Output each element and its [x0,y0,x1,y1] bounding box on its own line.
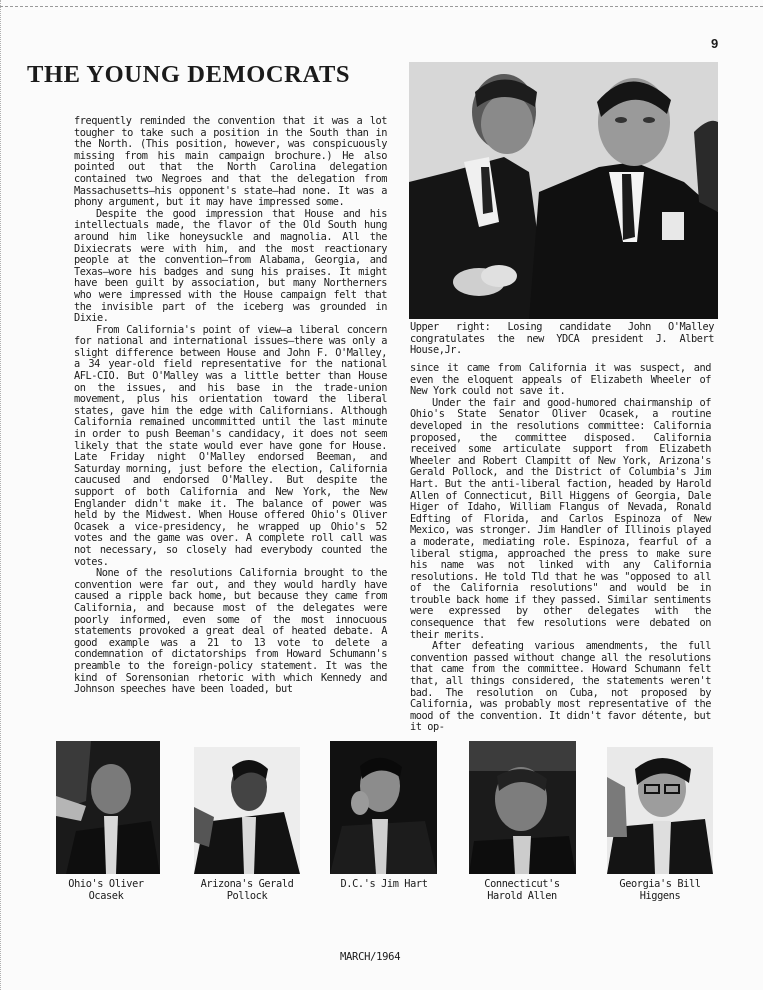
photo-higgens [607,747,713,874]
paragraph: None of the resolutions California brought to the convention were far out, and they would hardly have caused a ripple back home, but because they came from California, and because most of the delegates were poorly informed, even some of the most innocuous statements provoked a great deal of heated debate. A good example was a 21 to 13 vote to delete a condemnation of dictatorships from Howard Schumann's preamble to the foreign-policy statement. It was the kind of Sorensonian rhetoric with which Kennedy and Johnson speeches have been loaded, but [74,567,387,696]
paragraph: After defeating various amendments, the full convention passed without change all the resolutions that came from the committee. Howard Schumann felt that, all things considered, the statements weren't bad. The resolution on Cuba, not proposed by California, was probably most representative of the mood of the convention. It didn't favor détente, but it op- [410,640,711,734]
caption-line: D.C.'s Jim Hart [340,878,428,890]
caption-line: Arizona's Gerald [200,878,294,890]
thumbnail-caption [46,878,166,902]
paragraph: frequently reminded the convention that it was a lot tougher to take such a position in the South than in the North. (This position, however, was conspicuously missing from his main campaign brochure.) He also pointed out that the North Carolina delegation contained two Negroes and that the delegation from Massachusetts—his opponent's state—had none. It was a phony argument, but it may have impressed some. [74,115,387,209]
caption-line: Harold Allen [487,890,557,902]
caption-line: Ohio's Oliver [68,878,144,890]
footer-date: MARCH/1964 [340,951,401,963]
caption-line: Connecticut's [484,878,560,890]
thumbnail-caption [462,878,582,902]
thumbnail-caption [600,878,720,902]
page-number: 9 [711,36,719,51]
photo-pollock [194,747,300,874]
paragraph: Under the fair and good-humored chairmanship of Ohio's State Senator Oliver Ocasek, a routine developed in the resolutions committee: California proposed, the committee disposed. California received some articulate support from Elizabeth Wheeler and Robert Clampitt of New York, Arizona's Gerald Pollock, and the District of Columbia's Jim Hart. But the anti-liberal faction, headed by Harold Allen of Connecticut, Bill Higgens of Georgia, Dale Higer of Idaho, William Flangus of Nevada, Ronald Edfting of Florida, and Carlos Espinoza of New Mexico, was stronger. Jim Handler of Illinois played a moderate, mediating role. Espinoza, fearful of a liberal stigma, approached the press to make sure his name was not linked with any California resolutions. He told Tld that he was "opposed to all of the California resolutions" and would be in trouble back home if they passed. Similar sentiments were expressed by other delegates with the consequence that few resolutions were debated on their merits. [410,396,711,641]
photo-omalley-house [409,62,718,319]
caption-line: Ocasek [88,890,124,902]
paragraph: From California's point of view—a liberal concern for national and international issues—there was only a slight difference between House and John F. O'Malley, a 34 year-old field representative for the national AFL-CIO. But O'Malley was a little better than House on the issues, and his base in the trade-union movement, plus his orientation toward the liberal states, gave him the edge with Californians. Although California remained uncommitted until the last minute in order to push Beeman's candidacy, it does not seem likely that the state would ever have gone for House. Late Friday night O'Malley endorsed Beeman, and Saturday morning, just before the election, California caucused and endorsed O'Malley. But despite the support of both California and New York, the New Englander didn't make it. The balance of power was held by the Midwest. When House offered Ohio's Oliver Ocasek a vice-presidency, he wrapped up Ohio's 52 votes and the game was over. A complete roll call was not necessary, so closely had everybody counted the votes. [74,323,387,568]
caption-line: Georgia's Bill [619,878,701,890]
photo-hart [330,741,437,874]
thumbnail-caption [324,878,444,890]
top-photo-caption: Upper right: Losing candidate John O'Malley congratulates the new YDCA president J. Albert House,Jr. [410,321,714,357]
caption-line: Pollock [226,890,268,902]
headline: THE YOUNG DEMOCRATS [27,61,351,88]
article-column-left [74,116,387,696]
photo-ocasek [56,741,160,874]
top-border-rule [0,6,763,7]
paragraph: Despite the good impression that House and his intellectuals made, the flavor of the Old South hung around him like honeysuckle and magnolia. All the Dixiecrats were with him, and the most reactionary people at the convention—from Alabama, Georgia, and Texas—wore his badges and sung his praises. It might have been guilt by association, but many Northerners who were impressed with the House campaign felt that the invisible part of the iceberg was grounded in Dixie. [74,207,387,325]
caption-line: Higgens [639,890,681,902]
photo-allen [469,741,576,874]
article-column-right [410,363,711,734]
thumbnail-caption [187,878,307,902]
paragraph: since it came from California it was suspect, and even the eloquent appeals of Elizabeth Wheeler of New York could not save it. [410,362,711,398]
left-border-rule [0,0,1,990]
